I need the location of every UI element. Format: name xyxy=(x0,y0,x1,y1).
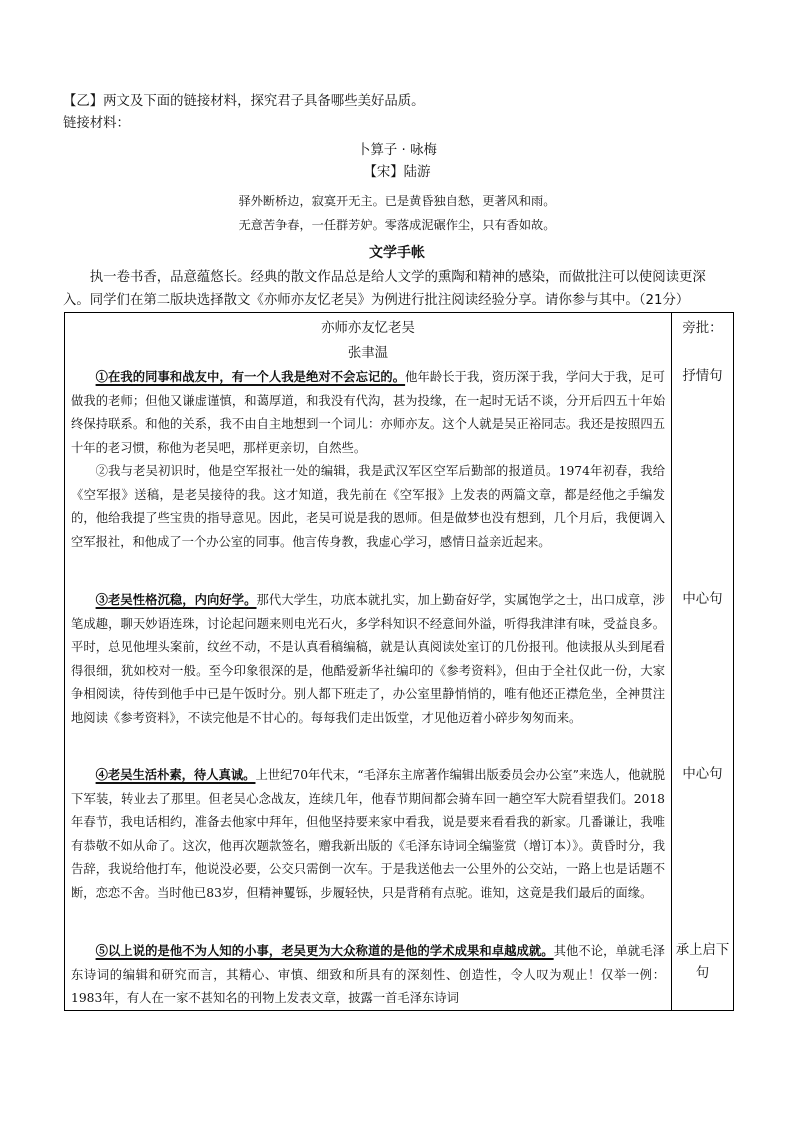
paragraph-text: 那代大学生，功底本就扎实，加上勤奋好学，实属饱学之士，出口成章，涉笔成趣，聊天妙语连珠，讨论起问题来则电光石火，多学科知识不经意间外溢，听得我津津有味，受益良多。平时，总见他埋头案前，纹丝不动，不是认真看稿编稿，就是认真阅读处室订的几份报刊。他读报从头到尾看得很细，犹如校对一般。至今印象很深的是，他酷爱新华社编印的《参考资料》，但由于全社仅此一份，大家争相阅读，待传到他手中已是午饭时分。别人都下班走了，办公室里静悄悄的，唯有他还正襟危坐，全神贯注地阅读《参考资料》，不读完他是不甘心的。每每我们走出饭堂，才见他迈着小碎步匆匆而来。 xyxy=(71,593,665,725)
link-material-label: 链接材料： xyxy=(63,116,130,131)
highlighted-sentence: ⑤以上说的是他不为人知的小事，老吴更为大众称道的是他的学术成果和卓越成就。 xyxy=(95,943,554,958)
margin-note-3: 中心句 xyxy=(682,767,723,782)
section-instructions: 执一卷书香，品意蕴悠长。经典的散文作品总是给人文学的熏陶和精神的感染，而做批注可以使阅读更深入。同学们在第二版块选择散文《亦师亦友忆老吴》为例进行批注阅读经验分享。请你参与其中。（21分） xyxy=(63,270,706,308)
paragraph-text: 上世纪70年代末，“毛泽东主席著作编辑出版委员会办公室”来选人，他就脱下军装，转业去了那里。但老吴心念战友，连续几年，他春节期间都会骑车回一趟空军大院看望我们。2018年春节，我电话相约，准备去他家中拜年，但他坚持要来家中看我，说是要来看看我的新家。几番谦让，我唯有恭敬不如从命了。这次，他再次题款签名，赠我新出版的《毛泽东诗词全编鉴赏（增订本）》。黄昏时分，我告辞，我说给他打车，他说没必要，公交只需倒一次车。于是我送他去一公里外的公交站，一路上也是话题不断，恋恋不舍。当时他已83岁，但精神矍铄，步履轻快，只是背稍有点驼。谁知，这竟是我们最后的面缘。 xyxy=(71,768,665,900)
highlighted-sentence: ④老吴生活朴素，待人真诚。 xyxy=(95,767,256,782)
margin-note-1: 抒情句 xyxy=(682,369,723,384)
poem-title: 卜算子 · 咏梅 xyxy=(357,143,437,158)
essay-title: 亦师亦友忆老吴 xyxy=(321,321,415,336)
notes-cell xyxy=(672,313,734,1011)
essay-cell xyxy=(65,313,672,1011)
section-title: 文学手帐 xyxy=(369,245,425,261)
paragraph-text: 其他不论，单就毛泽东诗词的编辑和研究而言，其精心、审慎、细致和所具有的深刻性、创造性，令人叹为观止！仅举一例：1983年，有人在一家不甚知名的刊物上发表文章，披露一首毛泽东诗词 xyxy=(71,944,665,1005)
highlighted-sentence: ①在我的同事和战友中，有一个人我是绝对不会忘记的。 xyxy=(95,369,406,384)
essay-paragraph-4 xyxy=(71,763,665,905)
essay-paragraph-1 xyxy=(71,365,665,460)
essay-paragraph-5 xyxy=(71,939,665,1011)
essay-paragraph-2 xyxy=(71,459,665,554)
margin-note-2: 中心句 xyxy=(682,592,723,607)
margin-note-4: 承上启下句 xyxy=(675,943,730,981)
poem-line-2: 无意苦争春，一任群芳妒。零落成泥碾作尘，只有香如故。 xyxy=(238,218,556,232)
essay-paragraph-3 xyxy=(71,588,665,730)
essay-author: 张聿温 xyxy=(347,346,389,361)
paragraph-text: ②我与老吴初识时，他是空军报社一处的编辑，我是武汉军区空军后勤部的报道员。1974年初春，我给《空军报》送稿，是老吴接待的我。这才知道，我先前在《空军报》上发表的两篇文章，都是经他之手编发的，他给我提了些宝贵的指导意见。因此，老吴可说是我的恩师。但是做梦也没有想到，几个月后，我便调入空军报社，和他成了一个办公室的同事。他言传身教，我虚心学习，感情日益亲近起来。 xyxy=(71,464,665,549)
annotation-table xyxy=(64,312,734,1011)
poem-line-1: 驿外断桥边，寂寞开无主。已是黄昏独自愁，更著风和雨。 xyxy=(238,194,556,208)
paragraph-text: 他年龄长于我，资历深于我，学问大于我，足可做我的老师；但他又谦虚谨慎，和蔼厚道，和我没有代沟，甚为投缘，在一起时无话不谈，分开后四五十年始终保持联系。和他的关系，我不由自主地想到一个词儿：亦师亦友。这个人就是吴正裕同志。我还是按照四五十年的老习惯，称他为老吴吧，那样更亲切，自然些。 xyxy=(71,370,665,455)
highlighted-sentence: ③老吴性格沉稳，内向好学。 xyxy=(95,592,257,607)
poem-author: 【宋】陆游 xyxy=(363,165,431,180)
task-line: 【乙】两文及下面的链接材料，探究君子具备哪些美好品质。 xyxy=(63,94,425,109)
notes-header: 旁批： xyxy=(682,321,723,336)
